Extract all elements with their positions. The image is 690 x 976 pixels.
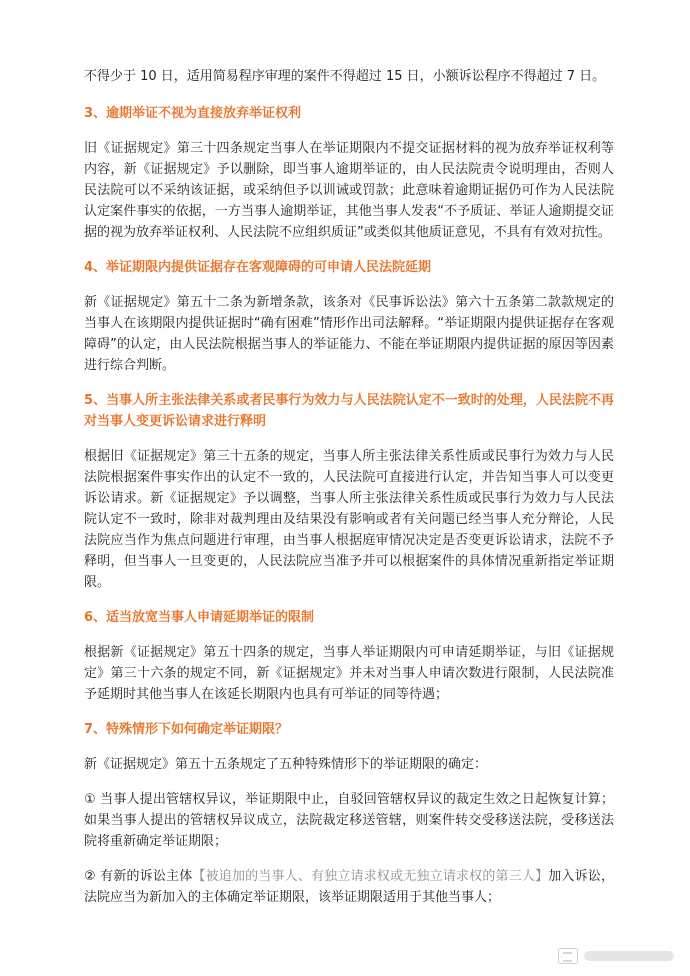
list-item-2-note: 【被追加的当事人、有独立请求权或无独立请求权的第三人】 <box>192 869 549 884</box>
paragraph-continuation: 不得少于 10 日，适用简易程序审理的案件不得超过 15 日，小额诉讼程序不得超过 7 日。 <box>84 69 606 84</box>
paragraph-section-4: 新《证据规定》第五十二条为新增条款，该条对《民事诉讼法》第六十五条第二款款规定的当事人在该期限内提供证据时“确有困难”情形作出司法解释。“举证期限内提供证据存在客观障碍”的认定，由人民法院根据当事人的举证能力、不能在举证期限内提供证据的原因等因素进行综合判断。 <box>84 295 614 373</box>
weibo-logo-icon <box>558 948 578 964</box>
section-heading-7: 7、特殊情形下如何确定举证期限？ <box>84 722 289 737</box>
paragraph-section-7-intro: 新《证据规定》第五十五条规定了五种特殊情形下的举证期限的确定： <box>84 757 488 772</box>
paragraph-section-5: 根据旧《证据规定》第三十五条的规定，当事人所主张法律关系性质或民事行为效力与人民法院根据案件事实作出的认定不一致的，人民法院可直接进行认定，并告知当事人可以变更诉讼请求。新《证据规定》予以调整，当事人所主张法律关系性质或民事行为效力与人民法院认定不一致时，除非对裁判理由及结果没有影响或者有关问题已经当事人充分辩论，人民法院应当作为焦点问题进行审理，由当事人根据庭审情况决定是否变更诉讼请求，法院不予释明，但当事人一旦变更的，人民法院应当准予并可以根据案件的具体情况重新指定举证期限。 <box>84 449 614 590</box>
watermark-handle <box>584 951 674 961</box>
section-heading-3: 3、逾期举证不视为直接放弃举证权利 <box>84 106 302 121</box>
list-item-2 <box>84 866 614 908</box>
paragraph-section-6: 根据新《证据规定》第五十四条的规定，当事人举证期限内可申请延期举证，与旧《证据规定》第三十六条的规定不同，新《证据规定》并未对当事人申请次数进行限制，人民法院准予延期时其他当事人在该延长期限内也具有可举证的同等待遇； <box>84 645 614 702</box>
watermark <box>558 948 674 964</box>
list-item-2-tail: 加入诉讼，法院应当为新加入的主体确定举证期限，该举证期限适用于其他当事人； <box>84 869 614 905</box>
list-item-2-lead: ② 有新的诉讼主体 <box>84 869 193 884</box>
paragraph-section-3: 旧《证据规定》第三十四条规定当事人在举证期限内不提交证据材料的视为放弃举证权利等内容，新《证据规定》予以删除，即当事人逾期举证的，由人民法院责令说明理由，否则人民法院可以不采纳该证据，或采纳但予以训诫或罚款；此意味着逾期证据仍可作为人民法院认定案件事实的依据，一方当事人逾期举证，其他当事人发表“不予质证、举证人逾期提交证据的视为放弃举证权利、人民法院不应组织质证”或类似其他质证意见，不具有有效对抗性。 <box>84 141 614 240</box>
list-item-1: ① 当事人提出管辖权异议，举证期限中止，自驳回管辖权异议的裁定生效之日起恢复计算；如果当事人提出的管辖权异议成立，法院裁定移送管辖，则案件转交受移送法院，受移送法院将重新确定举证期限； <box>84 792 614 849</box>
document-body <box>84 66 614 908</box>
section-heading-5: 5、当事人所主张法律关系或者民事行为效力与人民法院认定不一致时的处理，人民法院不再对当事人变更诉讼请求进行释明 <box>84 393 614 429</box>
section-heading-6: 6、适当放宽当事人申请延期举证的限制 <box>84 610 315 625</box>
section-heading-4: 4、举证期限内提供证据存在客观障碍的可申请人民法院延期 <box>84 260 432 275</box>
